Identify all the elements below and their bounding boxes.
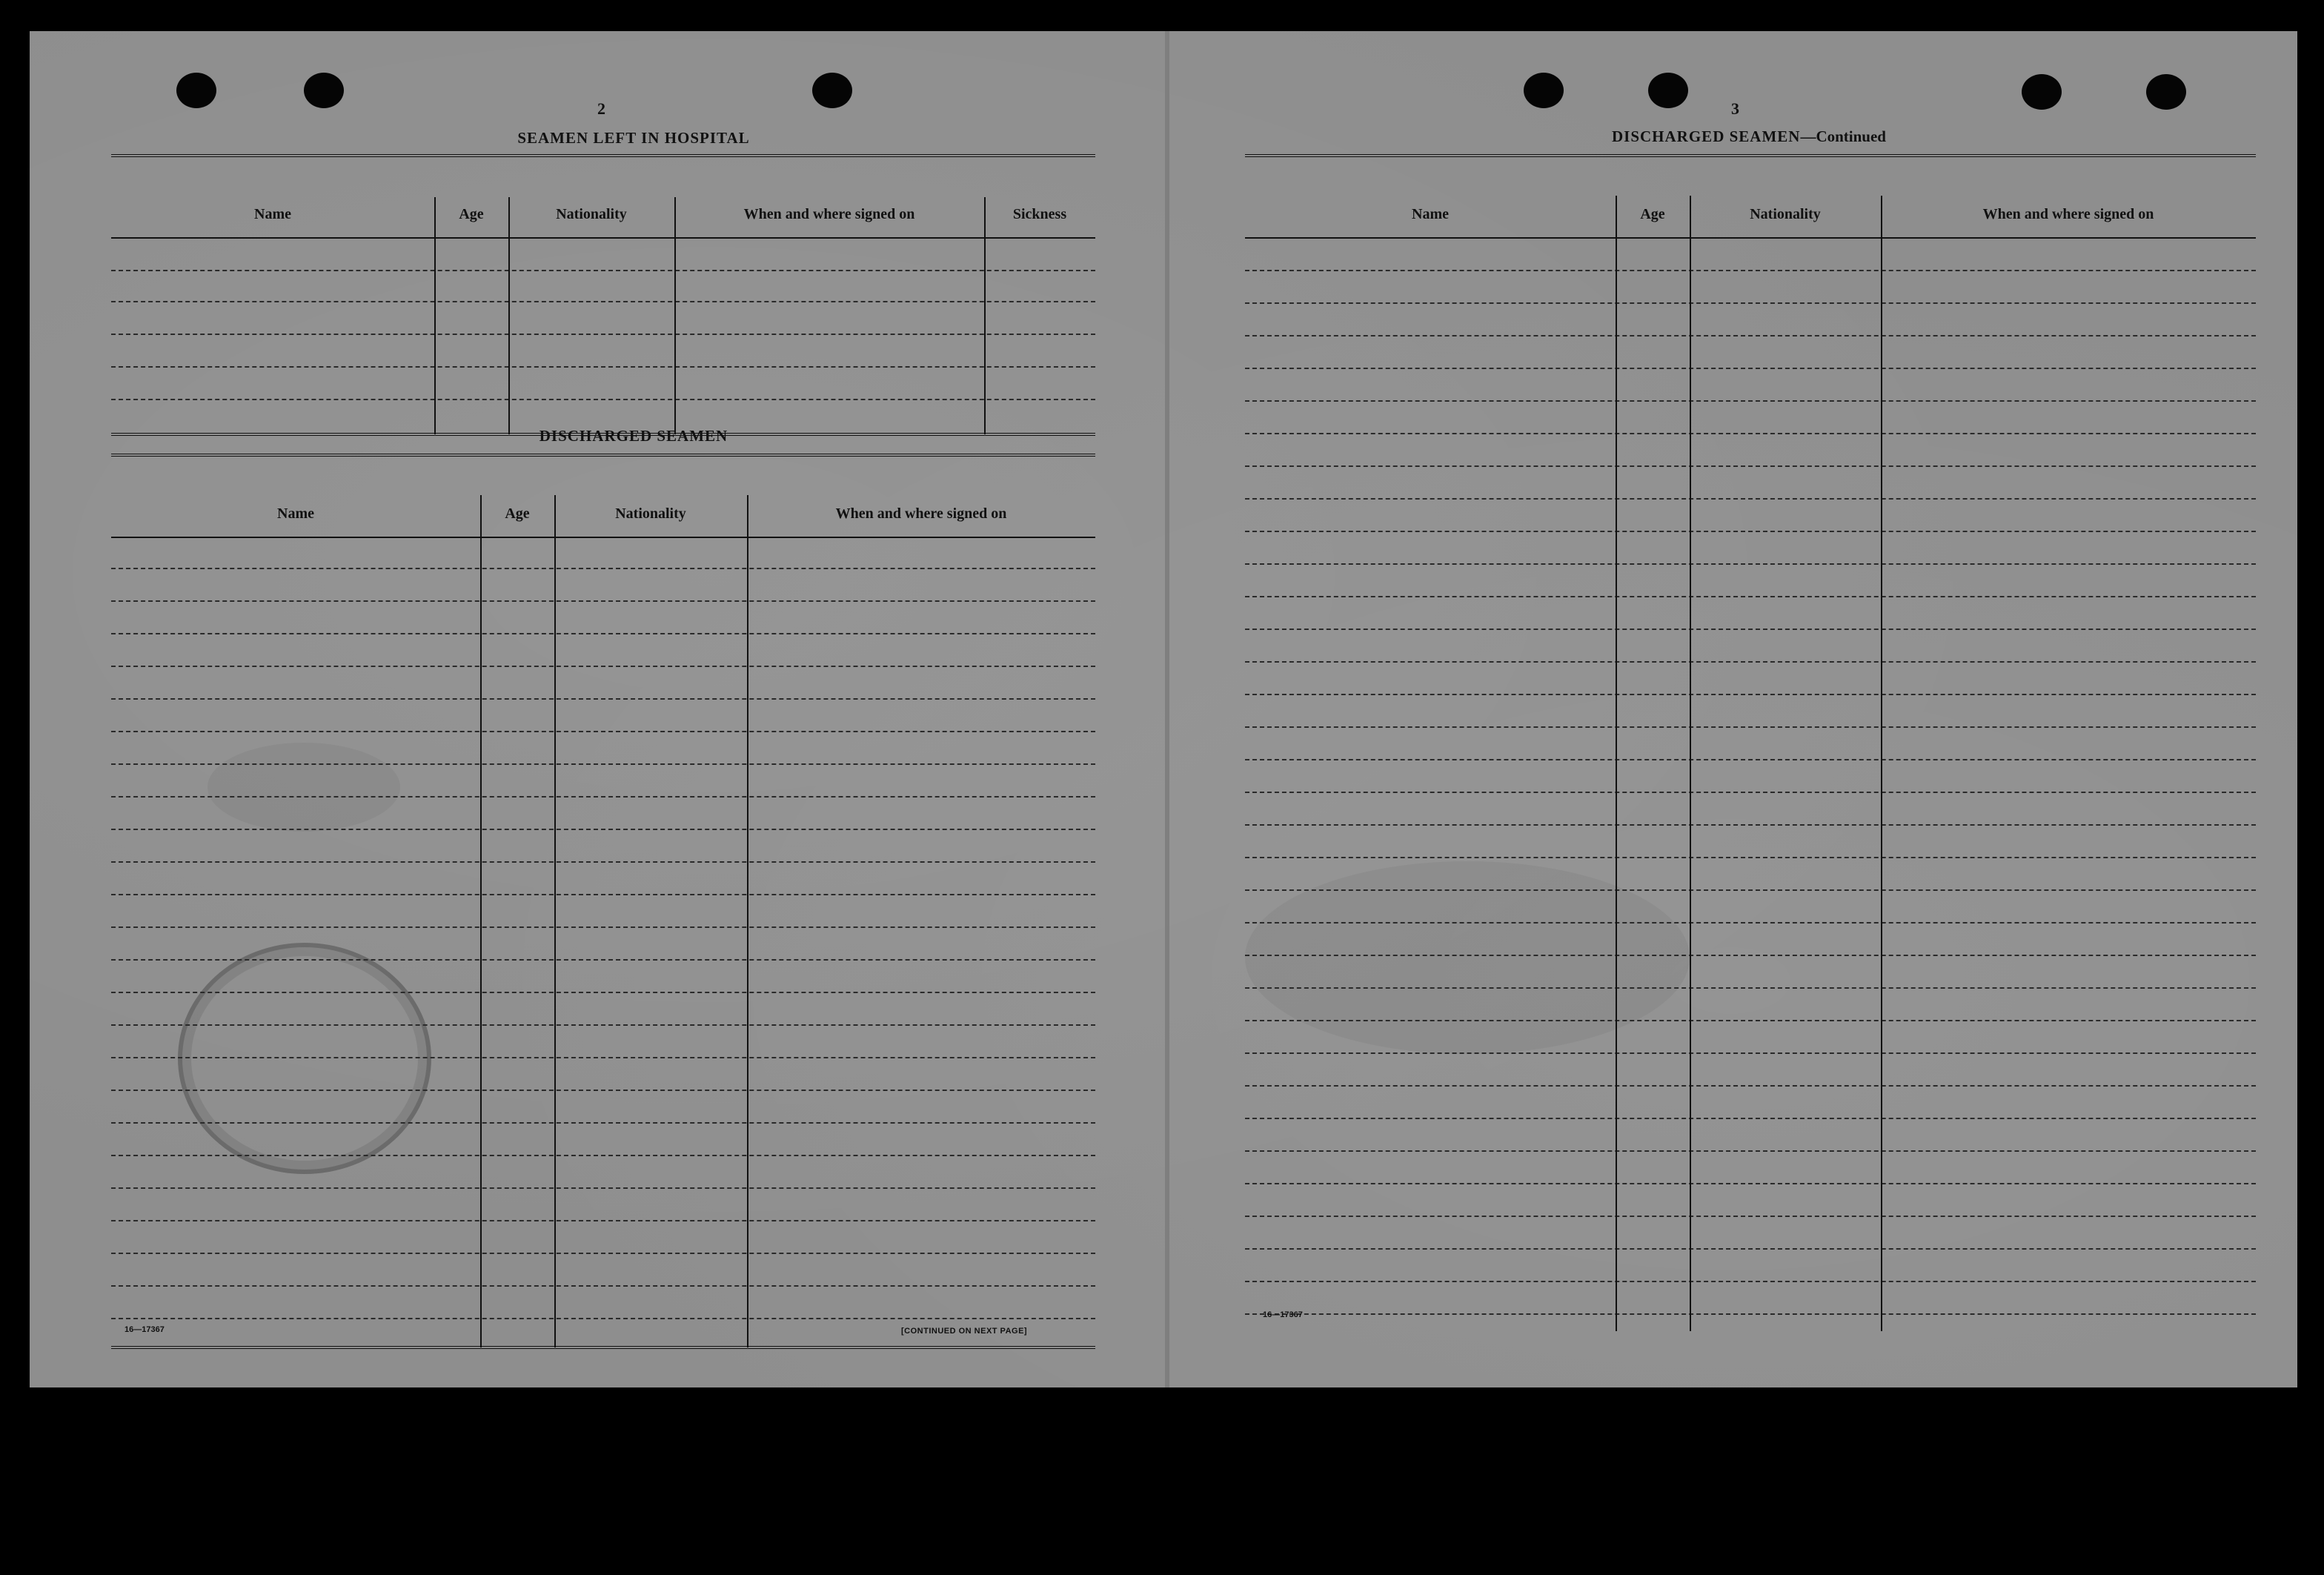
row-line: [1245, 1183, 2256, 1184]
table-header-rule: [1245, 237, 2256, 239]
row-line: [1245, 1248, 2256, 1250]
row-line: [111, 926, 1095, 928]
row-line: [111, 1253, 1095, 1254]
column-header-nationality: Nationality: [615, 505, 686, 522]
row-line: [111, 959, 1095, 961]
row-line: [111, 1318, 1095, 1319]
column-header-age: Age: [1640, 206, 1665, 222]
discharged-table-right: [1245, 154, 2256, 1333]
row-line: [111, 1057, 1095, 1058]
row-line: [1245, 563, 2256, 565]
row-line: [1245, 955, 2256, 956]
row-line: [1245, 596, 2256, 597]
row-line: [111, 1187, 1095, 1189]
column-header-signed-on: When and where signed on: [743, 206, 915, 222]
row-line: [111, 568, 1095, 569]
column-header-signed-on: When and where signed on: [1982, 206, 2154, 222]
column-header-nationality: Nationality: [556, 206, 627, 222]
row-line: [111, 1024, 1095, 1026]
page-fold: [1165, 31, 1169, 1387]
row-line: [111, 633, 1095, 634]
punch-hole: [1524, 73, 1564, 108]
row-line: [1245, 922, 2256, 924]
column-header-name: Name: [254, 206, 291, 222]
punch-hole: [176, 73, 216, 108]
row-line: [111, 796, 1095, 798]
row-line: [1245, 1216, 2256, 1217]
row-line: [111, 334, 1095, 335]
punch-hole: [304, 73, 344, 108]
row-line: [111, 1285, 1095, 1287]
row-line: [1245, 400, 2256, 402]
discharged-table-title: DISCHARGED SEAMEN: [539, 427, 728, 445]
row-line: [111, 1090, 1095, 1091]
row-line: [1245, 987, 2256, 989]
discharged-table-left: [111, 454, 1095, 1358]
row-line: [111, 1155, 1095, 1156]
column-divider: [554, 495, 556, 1347]
punch-hole: [812, 73, 852, 108]
hospital-table: [111, 154, 1095, 440]
column-divider: [1690, 196, 1691, 1331]
hospital-table-title: SEAMEN LEFT IN HOSPITAL: [517, 129, 750, 147]
continued-note: [CONTINUED ON NEXT PAGE]: [901, 1327, 1028, 1336]
column-divider: [1616, 196, 1617, 1331]
row-line: [111, 270, 1095, 271]
column-header-signed-on: When and where signed on: [835, 505, 1007, 522]
row-line: [1245, 368, 2256, 369]
row-line: [111, 301, 1095, 302]
discharged-continued-title-suffix: —Continued: [1800, 127, 1886, 145]
row-line: [111, 992, 1095, 993]
row-line: [1245, 889, 2256, 891]
row-line: [1245, 531, 2256, 532]
row-line: [1245, 498, 2256, 500]
row-line: [1245, 694, 2256, 695]
form-number-right: 16—17367: [1263, 1310, 1303, 1319]
row-line: [111, 731, 1095, 732]
discharged-continued-title-main: DISCHARGED SEAMEN: [1612, 127, 1801, 145]
column-header-nationality: Nationality: [1750, 206, 1821, 222]
row-line: [111, 829, 1095, 830]
column-divider: [480, 495, 482, 1347]
row-line: [1245, 302, 2256, 304]
row-line: [1245, 824, 2256, 826]
punch-hole: [2146, 74, 2186, 110]
row-line: [1245, 759, 2256, 760]
row-line: [1245, 465, 2256, 467]
row-line: [1245, 335, 2256, 336]
punch-hole: [2022, 74, 2062, 110]
row-line: [1245, 1020, 2256, 1021]
row-line: [1245, 857, 2256, 858]
column-header-age: Age: [505, 505, 530, 522]
page-number-left: 2: [597, 99, 605, 118]
column-header-name: Name: [277, 505, 314, 522]
row-line: [1245, 1313, 2256, 1315]
column-divider: [984, 197, 986, 434]
row-line: [111, 698, 1095, 700]
row-line: [111, 1122, 1095, 1124]
row-line: [111, 600, 1095, 602]
column-header-name: Name: [1412, 206, 1449, 222]
row-line: [1245, 661, 2256, 663]
discharged-continued-title: [1423, 127, 2075, 146]
column-header-sickness: Sickness: [1012, 206, 1067, 222]
row-line: [111, 1220, 1095, 1221]
row-line: [1245, 433, 2256, 434]
row-line: [1245, 726, 2256, 728]
row-line: [1245, 1052, 2256, 1054]
table-top-rule: [1245, 154, 2256, 159]
column-divider: [508, 197, 510, 434]
column-divider: [1881, 196, 1882, 1331]
page-number-right: 3: [1731, 99, 1739, 118]
row-line: [111, 763, 1095, 765]
table-top-rule: [111, 454, 1095, 459]
row-line: [1245, 1085, 2256, 1087]
row-line: [1245, 1118, 2256, 1119]
table-header-rule: [111, 237, 1095, 239]
row-line: [111, 861, 1095, 863]
punch-hole: [1648, 73, 1688, 108]
row-line: [1245, 792, 2256, 793]
column-divider: [674, 197, 676, 434]
form-number-left: 16—17367: [124, 1325, 165, 1334]
row-line: [1245, 1281, 2256, 1282]
row-line: [111, 366, 1095, 368]
row-line: [111, 399, 1095, 400]
row-line: [111, 894, 1095, 895]
row-line: [1245, 1150, 2256, 1152]
table-top-rule: [111, 154, 1095, 159]
row-line: [1245, 629, 2256, 630]
row-line: [1245, 270, 2256, 271]
column-header-age: Age: [459, 206, 484, 222]
table-bottom-rule: [111, 1346, 1095, 1351]
column-divider: [747, 495, 748, 1347]
table-header-rule: [111, 537, 1095, 538]
document-sheet: [30, 31, 2297, 1387]
row-line: [111, 666, 1095, 667]
column-divider: [434, 197, 436, 434]
